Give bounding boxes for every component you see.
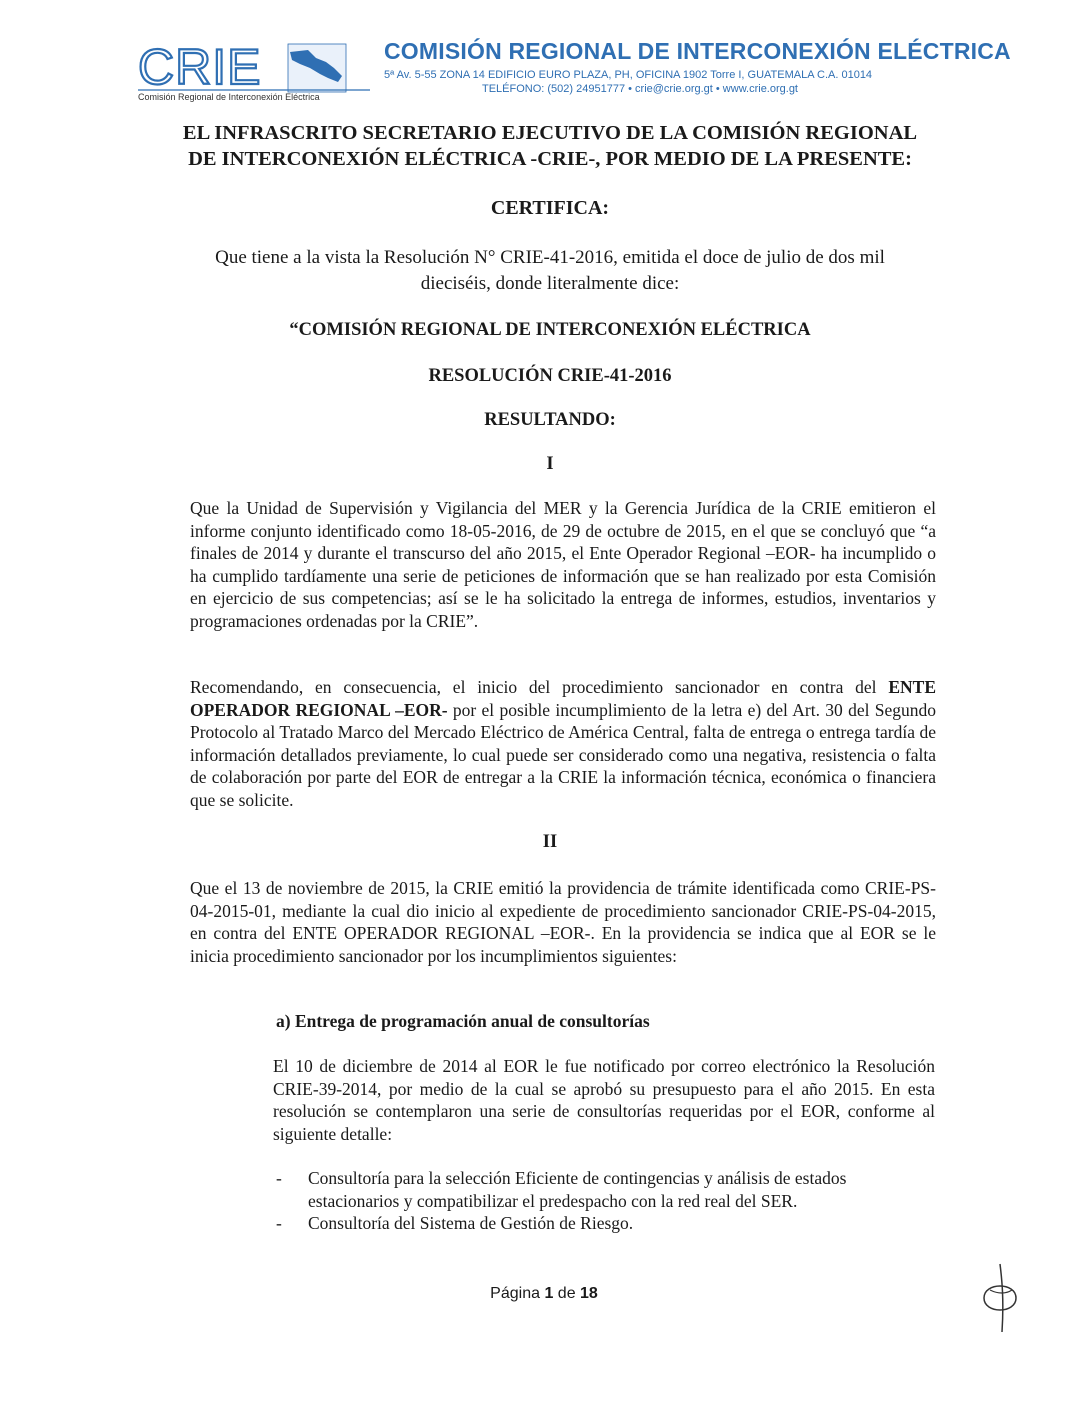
org-name: COMISIÓN REGIONAL DE INTERCONEXIÓN ELÉCTRICA xyxy=(384,38,1011,64)
org-address: 5ª Av. 5-55 ZONA 14 EDIFICIO EURO PLAZA, PH, OFICINA 1902 Torre I, GUATEMALA C.A. 01014 xyxy=(384,69,873,81)
bullet-marker: - xyxy=(276,1168,282,1188)
logo-subtitle: Comisión Regional de Interconexión Eléctrica xyxy=(138,92,320,102)
paragraph-3: Que el 13 de noviembre de 2015, la CRIE emitió la providencia de trámite identificada como CRIE-PS-04-2015-01, mediante la cual dio inicio al expediente de procedimiento sancionador CRIE-PS-04-2015, en contra del ENTE OPERADOR REGIONAL –EOR-. En la providencia se indica que al EOR se le inicia procedimiento sancionador por los incumplimientos siguientes: xyxy=(190,878,936,966)
page-number: 1 xyxy=(544,1285,554,1302)
paragraph-2 xyxy=(190,676,936,811)
paragraph-2-text-b: por el posible incumplimiento de la letra e) del Art. 30 del Segundo Protocolo al Tratado Marco del Mercado Eléctrico de América Central, falta de entrega o entrega tardía de información detallados previamente, lo cual puede ser considerado como una negativa, resistencia o falta de colaboración por parte del EOR de entregar a la CRIE la información técnica, económica o financiera que se solicite. xyxy=(190,699,937,810)
list-item xyxy=(276,1167,936,1212)
central-america-map-icon xyxy=(288,44,346,92)
intro-line-2: dieciséis, donde literalmente dice: xyxy=(420,273,680,294)
section-roman-ii: II xyxy=(542,832,558,852)
resolution-title: RESOLUCIÓN CRIE-41-2016 xyxy=(428,366,672,386)
resultando-title: RESULTANDO: xyxy=(484,410,616,430)
footer-middle: de xyxy=(553,1285,581,1302)
page-footer xyxy=(0,1285,1088,1303)
intro-paragraph xyxy=(150,245,950,297)
commission-title: “COMISIÓN REGIONAL DE INTERCONEXIÓN ELÉCTRICA xyxy=(289,320,811,340)
org-contact: TELÉFONO: (502) 24951777 • crie@crie.org.gt • www.crie.org.gt xyxy=(482,83,798,95)
paragraph-2-text-a: Recomendando, en consecuencia, el inicio del procedimiento sancionador en contra del xyxy=(190,677,889,697)
heading-line-1: EL INFRASCRITO SECRETARIO EJECUTIVO DE LA COMISIÓN REGIONAL xyxy=(182,122,918,144)
paragraph-2-bold: ENTE OPERADOR REGIONAL –EOR- xyxy=(190,677,936,720)
intro-line-1: Que tiene a la vista la Resolución N° CRIE-41-2016, emitida el doce de julio de dos mil xyxy=(215,247,885,268)
certifica-title: CERTIFICA: xyxy=(490,197,610,219)
letterhead xyxy=(384,38,1011,95)
logo-wordmark: CRIE xyxy=(138,39,262,95)
list-item-text: Consultoría del Sistema de Gestión de Riesgo. xyxy=(308,1213,634,1233)
subsection-a-paragraph: El 10 de diciembre de 2014 al EOR le fue notificado por correo electrónico la Resolución CRIE-39-2014, por medio de la cual se aprobó su presupuesto para el año 2015. En esta resolución se contemplaron una serie de consultorías requeridas por el EOR, conforme al siguiente detalle: xyxy=(273,1056,935,1144)
signature-mark xyxy=(970,1260,1030,1340)
list-item-text: Consultoría para la selección Eficiente de contingencias y análisis de estados estacionarios y compatibilizar el predespacho con la red real del SER. xyxy=(308,1168,847,1211)
paragraph-1: Que la Unidad de Supervisión y Vigilancia del MER y la Gerencia Jurídica de la CRIE emitieron el informe conjunto identificado como 18-05-2016, de 29 de octubre de 2015, en el que se concluyó que “a finales de 2014 y durante el transcurso del año 2015, el Ente Operador Regional –EOR- ha incumplido o ha cumplido tardíamente una serie de peticiones de información que se han realizado por esta Comisión en ejercicio de sus competencias; así se le ha solicitado la entrega de informes, estudios, inventarios y programaciones ordenadas por la CRIE”. xyxy=(190,498,936,631)
document-heading xyxy=(150,120,950,172)
page-total: 18 xyxy=(580,1285,598,1302)
list-item xyxy=(276,1212,936,1235)
subsection-a-title: a) Entrega de programación anual de consultorías xyxy=(276,1011,650,1031)
bullet-marker: - xyxy=(276,1213,282,1233)
section-roman-i: I xyxy=(546,454,554,474)
footer-prefix: Página xyxy=(490,1285,545,1302)
heading-line-2: DE INTERCONEXIÓN ELÉCTRICA -CRIE-, POR MEDIO DE LA PRESENTE: xyxy=(188,148,912,170)
